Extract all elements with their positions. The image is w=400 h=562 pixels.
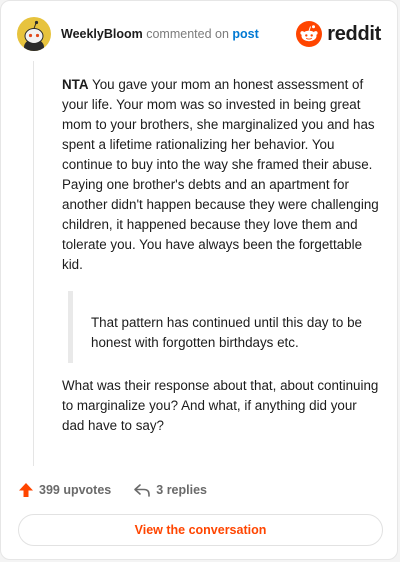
upvote-arrow-icon — [18, 482, 34, 498]
comment-footer — [18, 480, 207, 500]
comment-body-2 — [62, 376, 382, 436]
comment-paragraph-1 — [62, 75, 382, 275]
comment-paragraph-2: What was their response about that, about continuing to marginalize you? And what, if anything did your dad have to say? — [62, 378, 379, 433]
blockquote — [68, 291, 368, 363]
upvote-count: 399 upvotes — [39, 483, 112, 497]
upvote-button[interactable] — [18, 482, 111, 498]
reply-count: 3 replies — [156, 483, 207, 497]
byline — [61, 27, 259, 41]
quote-text: That pattern has continued until this day to be honest with forgotten birthdays etc. — [91, 315, 362, 350]
username-link[interactable]: WeeklyBloom — [61, 27, 143, 41]
paragraph-1-text: You gave your mom an honest assessment of your life. Your mom was so invested in being great mom to your brothers, she marginalized you and has spent a lifetime rationalizing her behavior. You continue to buy into the way she framed their abuse. Paying one brother's debts and an apartment for another didn't happen because they were challenging children, it happened because they love them and tolerate you. You have always been the forgettable kid. — [62, 77, 379, 272]
reply-arrow-icon — [133, 482, 151, 498]
reddit-logo-icon — [296, 21, 322, 47]
verdict-label: NTA — [62, 77, 89, 92]
action-text: commented on — [146, 27, 229, 41]
post-link[interactable]: post — [232, 27, 259, 41]
replies-button[interactable] — [133, 482, 207, 498]
comment-header — [17, 16, 381, 52]
comment-body — [62, 75, 382, 275]
reddit-brand[interactable] — [296, 21, 381, 47]
view-conversation-button[interactable]: View the conversation — [18, 514, 383, 546]
snoo-avatar-icon[interactable] — [17, 17, 51, 51]
brand-text: reddit — [327, 22, 381, 45]
thread-line — [33, 61, 34, 466]
